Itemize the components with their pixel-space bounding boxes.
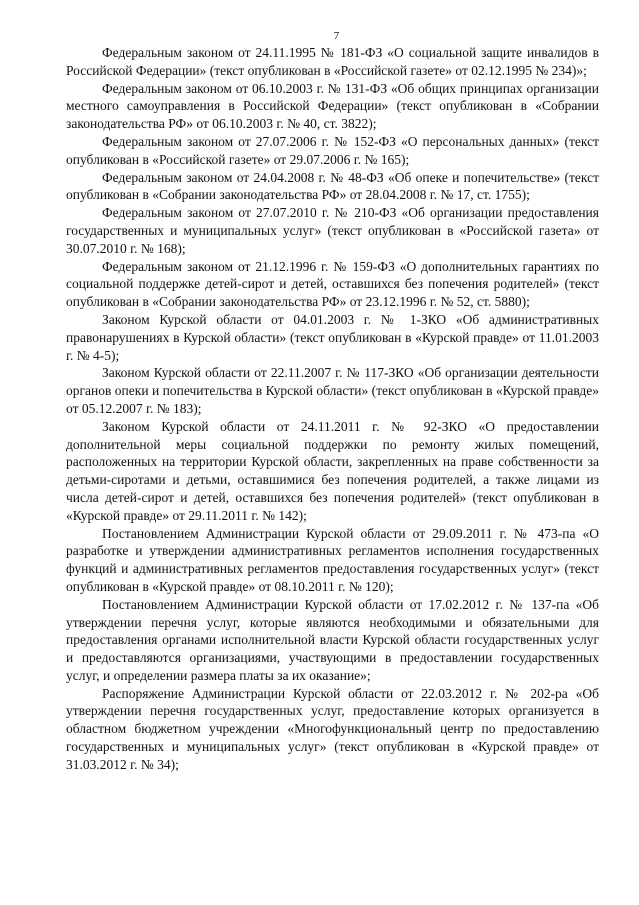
legal-act-entry: Федеральным законом от 27.07.2010 г. № 210-ФЗ «Об организации предоставления государственных и муниципальных услуг» (текст опубликован в «Российской газета» от 30.07.2010 г. № 168); xyxy=(66,205,599,256)
legal-act-entry: Федеральным законом от 21.12.1996 г. № 159-ФЗ «О дополнительных гарантиях по социальной поддержке детей-сирот и детей, оставшихся без попечения родителей» (текст опубликован в «Собрании законодательства РФ» от 23.12.1996 г. № 52, ст. 5880); xyxy=(66,258,599,310)
legal-act-entry: Законом Курской области от 04.01.2003 г. № 1-ЗКО «Об административных правонарушениях в Курской области» (текст опубликован в «Курской правде» от 11.01.2003 г. № 4-5); xyxy=(66,311,599,363)
legal-act-entry: Постановлением Администрации Курской области от 17.02.2012 г. № 137-па «Об утверждении перечня услуг, которые являются необходимыми и обязательными для предоставления органами исполнительной власти Курской области государственных услуг и предоставляются организациями, участвующими в предоставлении государственных услуг, и определении размера платы за их оказание»; xyxy=(66,596,599,683)
legal-act-entry: Федеральным законом от 06.10.2003 г. № 131-ФЗ «Об общих принципах организации местного самоуправления в Российской Федерации» (текст опубликован в «Собрании законодательства РФ» от 06.10.2003 г. № 40, ст. 3822); xyxy=(66,80,599,132)
legal-act-entry: Законом Курской области от 22.11.2007 г. № 117-ЗКО «Об организации деятельности органов опеки и попечительства в Курской области» (текст опубликован в «Курской правде» от 05.12.2007 г. № 183); xyxy=(66,365,599,416)
legal-act-entry: Федеральным законом от 24.11.1995 № 181-ФЗ «О социальной защите инвалидов в Российской Федерации» (текст опубликован в «Российской газете» от 02.12.1995 № 234)»; xyxy=(66,45,599,78)
legal-act-entry: Федеральным законом от 24.04.2008 г. № 48-ФЗ «Об опеке и попечительстве» (текст опубликован в «Собрании законодательства РФ» от 28.04.2008 г. № 17, ст. 1755); xyxy=(66,169,599,203)
legal-act-entry: Федеральным законом от 27.07.2006 г. № 152-ФЗ «О персональных данных» (текст опубликован в «Российской газете» от 29.07.2006 г. № 165); xyxy=(66,133,599,167)
legal-acts-list xyxy=(66,44,599,774)
legal-act-entry: Законом Курской области от 24.11.2011 г. № 92-ЗКО «О предоставлении дополнительной меры социальной поддержки по ремонту жилых помещений, расположенных на территории Курской области, закрепленных на праве собственности за детьми-сиротами и детьми, оставшимися без попечения родителей, а также лицами из числа детей-сирот и детей, оставшихся без попечения родителей» (текст опубликован в «Курской правде» от 29.11.2011 г. № 142); xyxy=(66,418,599,523)
page-number: 7 xyxy=(333,30,340,42)
legal-act-entry: Распоряжение Администрации Курской области от 22.03.2012 г. № 202-ра «Об утверждении перечня государственных услуг, предоставление которых организуется в областном бюджетном учреждении «Многофункциональный центр по предоставлению государственных и муниципальных услуг» (текст опубликован в «Курской правде» от 31.03.2012 г. № 34); xyxy=(66,685,599,772)
legal-act-entry: Постановлением Администрации Курской области от 29.09.2011 г. № 473-па «О разработке и утверждении административных регламентов исполнения государственных функций и административных регламентов предоставления государственных услуг» (текст опубликован в «Курской правде» от 08.10.2011 г. № 120); xyxy=(66,525,599,594)
